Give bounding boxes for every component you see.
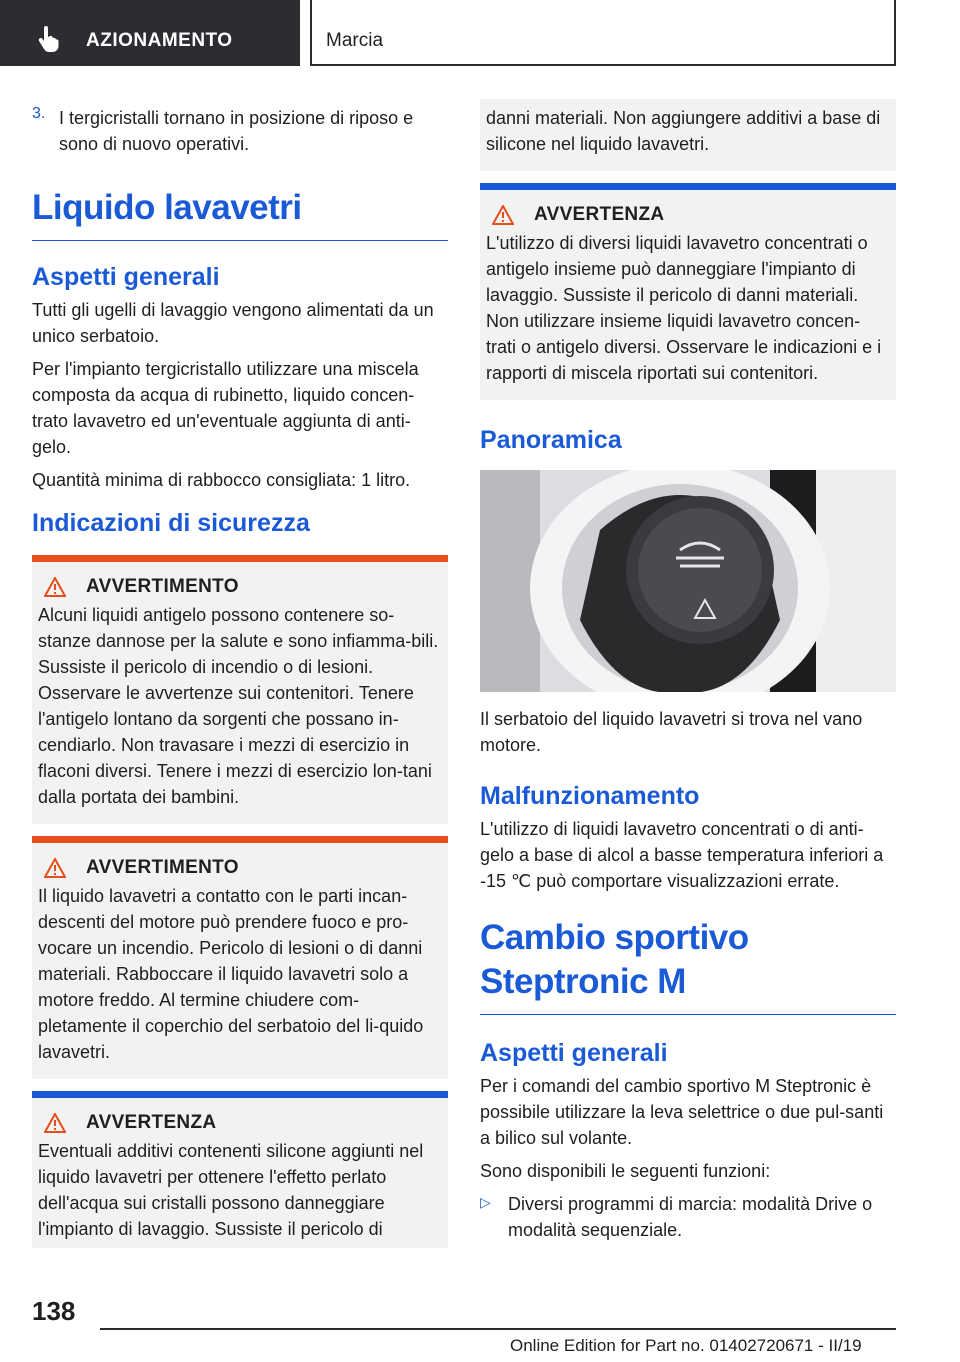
warning-triangle-icon xyxy=(44,1113,66,1133)
paragraph-steptronic: Per i comandi del cambio sportivo M Steptronic è possibile utilizzare la leva selettrice o due pul-santi a bilico sul volante. xyxy=(480,1076,884,1148)
step-3 xyxy=(32,105,448,164)
hand-pointer-icon xyxy=(38,26,62,52)
notice-box-1 xyxy=(32,1091,448,1248)
notice-text: L'utilizzo di diversi liquidi lavavetro concentrati o antigelo insieme può danneggiare l'impianto di lavaggio. Sussiste il pericolo di danni materiali. Non utilizzare insieme liquidi lavavetro concen-trati o antigelo diversi. Osservare le indicazioni e i rapporti di miscela riportati sui contenitori. xyxy=(486,233,882,383)
warning-triangle-icon xyxy=(44,577,66,597)
warning-triangle-icon xyxy=(44,858,66,878)
heading-general-aspects: Aspetti generali xyxy=(32,263,220,291)
chapter-header xyxy=(310,0,896,66)
notice-box-1-continued xyxy=(480,99,896,171)
warning-title: AVVERTIMENTO xyxy=(86,857,239,878)
paragraph-general-2: Per l'impianto tergicristallo utilizzare una miscela composta da acqua di rubinetto, liquido concen-trato lavavetro ed un'eventuale aggiunta di anti-gelo. xyxy=(32,359,419,457)
washer-reservoir-photo xyxy=(480,470,896,692)
notice-title: AVVERTENZA xyxy=(86,1112,217,1133)
paragraph-general-3: Quantità minima di rabbocco consigliata: 1 litro. xyxy=(32,470,411,490)
photo-caption: Il serbatoio del liquido lavavetri si trova nel vano motore. xyxy=(480,709,863,755)
warning-box-2 xyxy=(32,836,448,1079)
notice-text: Eventuali additivi contenenti silicone aggiunti nel liquido lavavetri per ottenere l'effetto perlato dell'acqua sui cristalli possono danneggiare l'impianto di lavaggio. Sussiste il pericolo di xyxy=(38,1141,424,1239)
section-tab[interactable] xyxy=(0,0,300,66)
step-number: 3. xyxy=(32,105,46,122)
warning-triangle-icon xyxy=(492,205,514,225)
step-text: I tergicristalli tornano in posizione di riposo e sono di nuovo operativi. xyxy=(59,108,414,154)
section-title: AZIONAMENTO xyxy=(86,30,233,51)
paragraph-functions: Sono disponibili le seguenti funzioni: xyxy=(480,1161,771,1181)
heading-safety: Indicazioni di sicurezza xyxy=(32,509,310,537)
warning-title: AVVERTIMENTO xyxy=(86,576,239,597)
heading-general-aspects-2: Aspetti generali xyxy=(480,1039,668,1067)
right-column xyxy=(480,99,896,1250)
heading-steptronic: Cambio sportivo Steptronic M xyxy=(480,916,896,1015)
paragraph-malfunction: L'utilizzo di liquidi lavavetro concentrati o di anti-gelo a base di alcol a basse temperatura inferiori a -15 ℃ può comportare visualizzazioni errate. xyxy=(480,819,884,891)
footer-divider xyxy=(100,1328,896,1330)
paragraph-general-1: Tutti gli ugelli di lavaggio vengono alimentati da un unico serbatoio. xyxy=(32,300,434,346)
heading-overview: Panoramica xyxy=(480,426,622,454)
warning-text: Il liquido lavavetri a contatto con le parti incan-descenti del motore può prendere fuoco e pro-vocare un incendio. Pericolo di lesioni o di danni materiali. Rabboccare il liquido lavavetri solo a motore freddo. Al termine chiudere com-pletamente il coperchio del serbatoio del li-quido lavavetri. xyxy=(38,886,424,1062)
warning-box-1 xyxy=(32,555,448,824)
left-column xyxy=(32,105,448,1260)
list-item-text: Diversi programmi di marcia: modalità Drive o modalità sequenziale. xyxy=(508,1194,873,1240)
notice-box-2 xyxy=(480,183,896,400)
warning-text: Alcuni liquidi antigelo possono contenere so-stanze dannose per la salute e sono infiamma-bili. Sussiste il pericolo di incendio o di lesioni. Osservare le avvertenze sui contenitori. Tenere l'antigelo lontano da sorgenti che possano in-cendiarlo. Non travasare i mezzi di esercizio in flaconi diversi. Tenere i mezzi di esercizio lon-tani dalla portata dei bambini. xyxy=(38,605,439,807)
notice-title: AVVERTENZA xyxy=(534,204,665,225)
triangle-bullet-icon: ▷ xyxy=(480,1194,491,1210)
page-number: 138 xyxy=(32,1296,76,1326)
chapter-title: Marcia xyxy=(326,30,384,51)
heading-washer-fluid: Liquido lavavetri xyxy=(32,186,448,241)
notice-text-continued: danni materiali. Non aggiungere additivi a base di silicone nel liquido lavavetri. xyxy=(486,108,881,154)
washer-cap-illustration xyxy=(480,470,896,692)
list-item xyxy=(480,1191,896,1250)
edition-info: Online Edition for Part no. 01402720671 - II/19 xyxy=(510,1336,862,1355)
heading-malfunction: Malfunzionamento xyxy=(480,782,700,810)
